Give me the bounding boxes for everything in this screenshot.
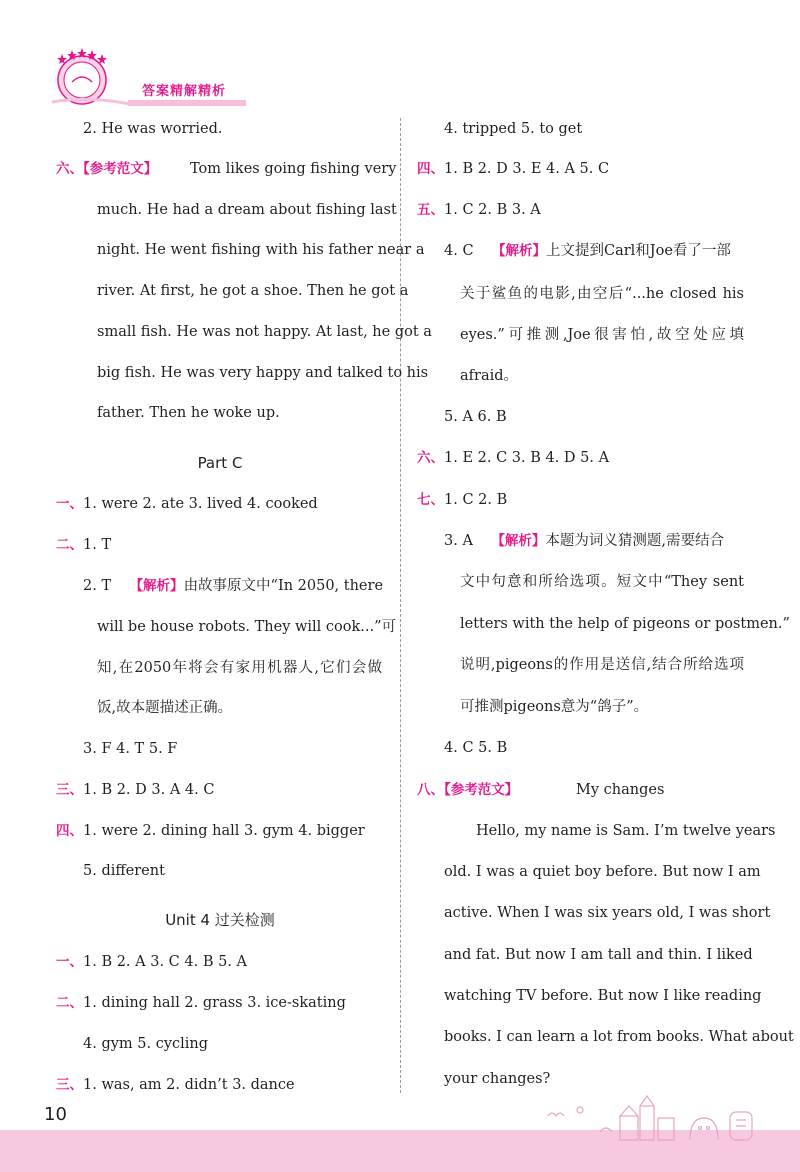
unit-heading: Unit 4 过关检测 — [165, 911, 275, 929]
essay-title: My changes — [576, 782, 665, 798]
explanation-line: eyes.”可推测,Joe很害怕,故空处应填 — [460, 327, 744, 343]
essay-line: your changes? — [444, 1071, 551, 1087]
section-number: 六、 — [56, 161, 83, 177]
explanation-line: afraid。 — [460, 368, 519, 384]
answer-line: 2. T 【解析】由故事原文中“In 2050, there — [83, 578, 384, 594]
essay-line: night. He went fishing with his father near a — [97, 242, 425, 258]
essay-line: small fish. He was not happy. At last, he got a — [97, 324, 432, 340]
answer-line: 一、1. were 2. ate 3. lived 4. cooked — [56, 496, 318, 512]
column-divider — [400, 118, 401, 1093]
answer-line: 4. tripped 5. to get — [444, 121, 583, 137]
part-heading: Part C — [197, 454, 243, 472]
sample-essay-tag: 【参考范文】 — [83, 161, 158, 177]
answer-line: 4. gym 5. cycling — [83, 1036, 209, 1052]
essay-line: Hello, my name is Sam. I’m twelve years — [476, 823, 776, 839]
section-number: 六、 — [417, 450, 444, 466]
essay-line: river. At first, he got a shoe. Then he got a — [97, 283, 409, 299]
essay-line: big fish. He was very happy and talked to his — [97, 365, 429, 381]
answer-line: 4. C 【解析】上文提到Carl和Joe看了一部 — [444, 243, 731, 259]
answer-line: 六、1. E 2. C 3. B 4. D 5. A — [417, 450, 610, 466]
answer-line: 七、1. C 2. B — [417, 492, 508, 508]
answer-line: 二、1. T — [56, 537, 112, 553]
castle-decoration-icon — [540, 1092, 770, 1140]
answer-line: 5. A 6. B — [444, 409, 507, 425]
section-number: 二、 — [56, 995, 83, 1011]
answer-line: 一、1. B 2. A 3. C 4. B 5. A — [56, 954, 248, 970]
essay-line: and fat. But now I am tall and thin. I liked — [444, 947, 753, 963]
publisher-logo — [48, 44, 134, 108]
page-number: 10 — [44, 1104, 67, 1125]
sample-essay-tag: 【参考范文】 — [444, 782, 519, 798]
section-number: 三、 — [56, 782, 83, 798]
section-number: 五、 — [417, 202, 444, 218]
analysis-tag: 【解析】 — [491, 243, 546, 259]
essay-line: active. When I was six years old, I was short — [444, 905, 771, 921]
answer-line: 四、1. B 2. D 3. E 4. A 5. C — [417, 161, 610, 177]
header-underline — [128, 100, 246, 106]
section-number: 七、 — [417, 492, 444, 508]
answer-line: 3. F 4. T 5. F — [83, 741, 178, 757]
explanation-line: 文中句意和所给选项。短文中“They sent — [460, 574, 744, 590]
explanation-line: 可推测pigeons意为“鸽子”。 — [460, 699, 649, 715]
answer-line: 二、1. dining hall 2. grass 3. ice-skating — [56, 995, 346, 1011]
essay-line: Tom likes going fishing very — [190, 161, 397, 177]
answer-line: 四、1. were 2. dining hall 3. gym 4. bigger — [56, 823, 365, 839]
section-number: 三、 — [56, 1077, 83, 1093]
answer-line: 五、1. C 2. B 3. A — [417, 202, 541, 218]
section-number: 八、 — [417, 782, 444, 798]
answer-line: 5. different — [83, 863, 165, 879]
explanation-line: 知,在2050年将会有家用机器人,它们会做 — [97, 660, 382, 676]
section-number: 一、 — [56, 954, 83, 970]
answer-line: 三、1. B 2. D 3. A 4. C — [56, 782, 215, 798]
section-number: 二、 — [56, 537, 83, 553]
essay-line: watching TV before. But now I like reading — [444, 988, 762, 1004]
answer-line: 4. C 5. B — [444, 740, 508, 756]
answer-line: 2. He was worried. — [83, 121, 223, 137]
section-number: 四、 — [417, 161, 444, 177]
explanation-line: 关于鲨鱼的电影,由空后“...he closed his — [460, 286, 744, 302]
section-number: 一、 — [56, 496, 83, 512]
analysis-tag: 【解析】 — [129, 578, 184, 594]
header-title: 答案精解精析 — [142, 84, 227, 99]
explanation-line: will be house robots. They will cook...”可 — [97, 619, 397, 635]
explanation-line: letters with the help of pigeons or postmen.” — [460, 616, 790, 632]
analysis-tag: 【解析】 — [491, 533, 546, 549]
essay-line: old. I was a quiet boy before. But now I am — [444, 864, 761, 880]
explanation-line: 饭,故本题描述正确。 — [97, 700, 233, 716]
essay-line: father. Then he woke up. — [97, 405, 280, 421]
essay-line: books. I can learn a lot from books. What about — [444, 1029, 794, 1045]
explanation-line: 说明,pigeons的作用是送信,结合所给选项 — [460, 657, 744, 673]
answer-line: 三、1. was, am 2. didn’t 3. dance — [56, 1077, 295, 1093]
answer-line: 3. A 【解析】本题为词义猜测题,需要结合 — [444, 533, 724, 549]
essay-line: much. He had a dream about fishing last — [97, 202, 397, 218]
section-number: 四、 — [56, 823, 83, 839]
section-8-essay — [417, 780, 518, 800]
section-6-essay — [56, 159, 157, 179]
